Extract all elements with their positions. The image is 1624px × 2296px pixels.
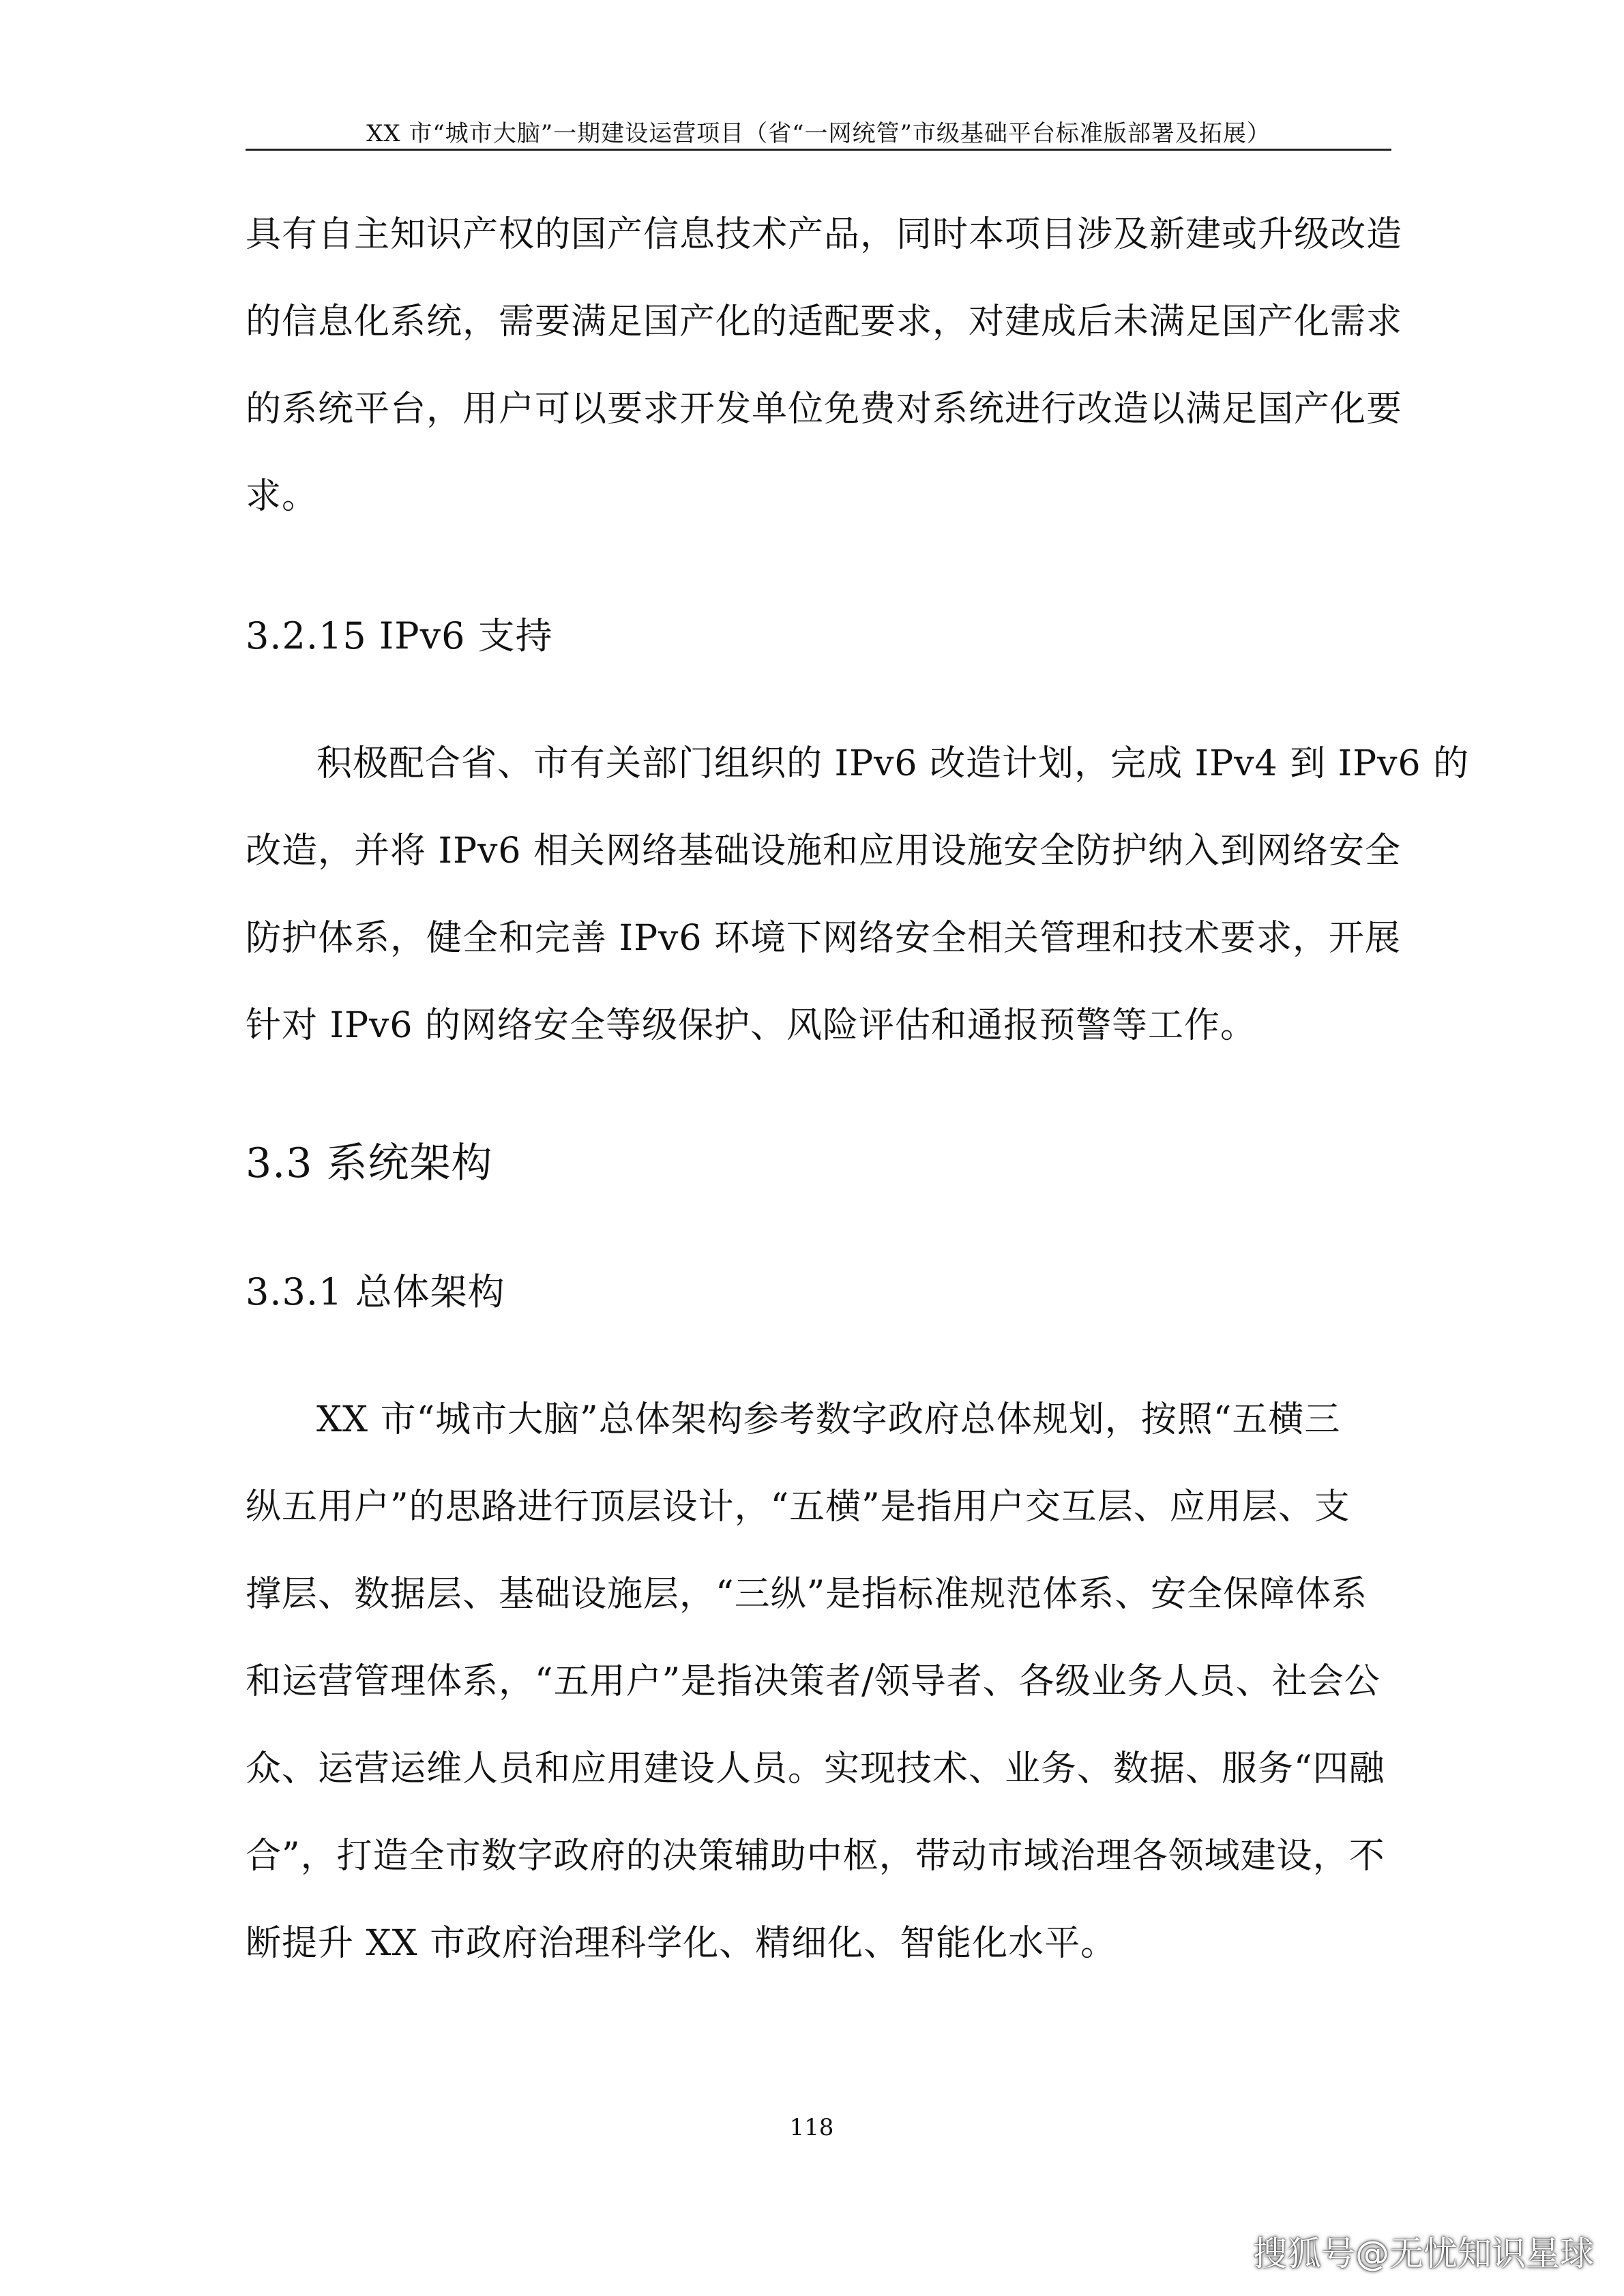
paragraph-line: 具有自主知识产权的国产信息技术产品，同时本项目涉及新建或升级改造 [246, 214, 1403, 255]
paragraph-line: 改造，并将 IPv6 相关网络基础设施和应用设施安全防护纳入到网络安全 [246, 831, 1402, 871]
paragraph-line: 断提升 XX 市政府治理科学化、精细化、智能化水平。 [246, 1923, 1117, 1964]
paragraph-line: 撑层、数据层、基础设施层，“三纵”是指标准规范体系、安全保障体系 [246, 1574, 1368, 1615]
paragraph-localization-requirements [246, 191, 1403, 540]
section-heading-ipv6-support: 3.2.15 IPv6 支持 [246, 614, 553, 657]
paragraph-line: 和运营管理体系，“五用户”是指决策者/领导者、各级业务人员、社会公 [246, 1661, 1381, 1702]
paragraph-line: 防护体系，健全和完善 IPv6 环境下网络安全相关管理和技术要求，开展 [246, 918, 1402, 959]
paragraph-line: 的信息化系统，需要满足国产化的适配要求，对建成后未满足国产化需求 [246, 301, 1403, 342]
running-header: XX 市“城市大脑”一期建设运营项目（省“一网统管”市级基础平台标准版部署及拓展） [366, 120, 1271, 147]
section-heading-system-architecture: 3.3 系统架构 [246, 1139, 493, 1187]
paragraph-line: 积极配合省、市有关部门组织的 IPv6 改造计划，完成 IPv4 到 IPv6 的 [316, 743, 1470, 784]
paragraph-line: XX 市“城市大脑”总体架构参考数字政府总体规划，按照“五横三 [316, 1399, 1341, 1440]
watermark: 搜狐号@无忧知识星球 [1253, 2234, 1594, 2273]
paragraph-overall-architecture [246, 1376, 1391, 1987]
paragraph-line: 众、运营运维人员和应用建设人员。实现技术、业务、数据、服务“四融 [246, 1748, 1385, 1789]
header-divider [246, 149, 1391, 151]
paragraph-line: 纵五用户”的思路进行顶层设计，“五横”是指用户交互层、应用层、支 [246, 1487, 1350, 1527]
page-number: 118 [789, 2114, 834, 2141]
paragraph-line: 针对 IPv6 的网络安全等级保护、风险评估和通报预警等工作。 [246, 1005, 1257, 1046]
section-heading-overall-architecture: 3.3.1 总体架构 [246, 1270, 505, 1313]
paragraph-line: 的系统平台，用户可以要求开发单位免费对系统进行改造以满足国产化要 [246, 389, 1403, 430]
paragraph-line: 求。 [246, 476, 319, 517]
paragraph-ipv6 [246, 720, 1470, 1069]
paragraph-line: 合”，打造全市数字政府的决策辅助中枢，带动市域治理各领域建设，不 [246, 1836, 1385, 1877]
